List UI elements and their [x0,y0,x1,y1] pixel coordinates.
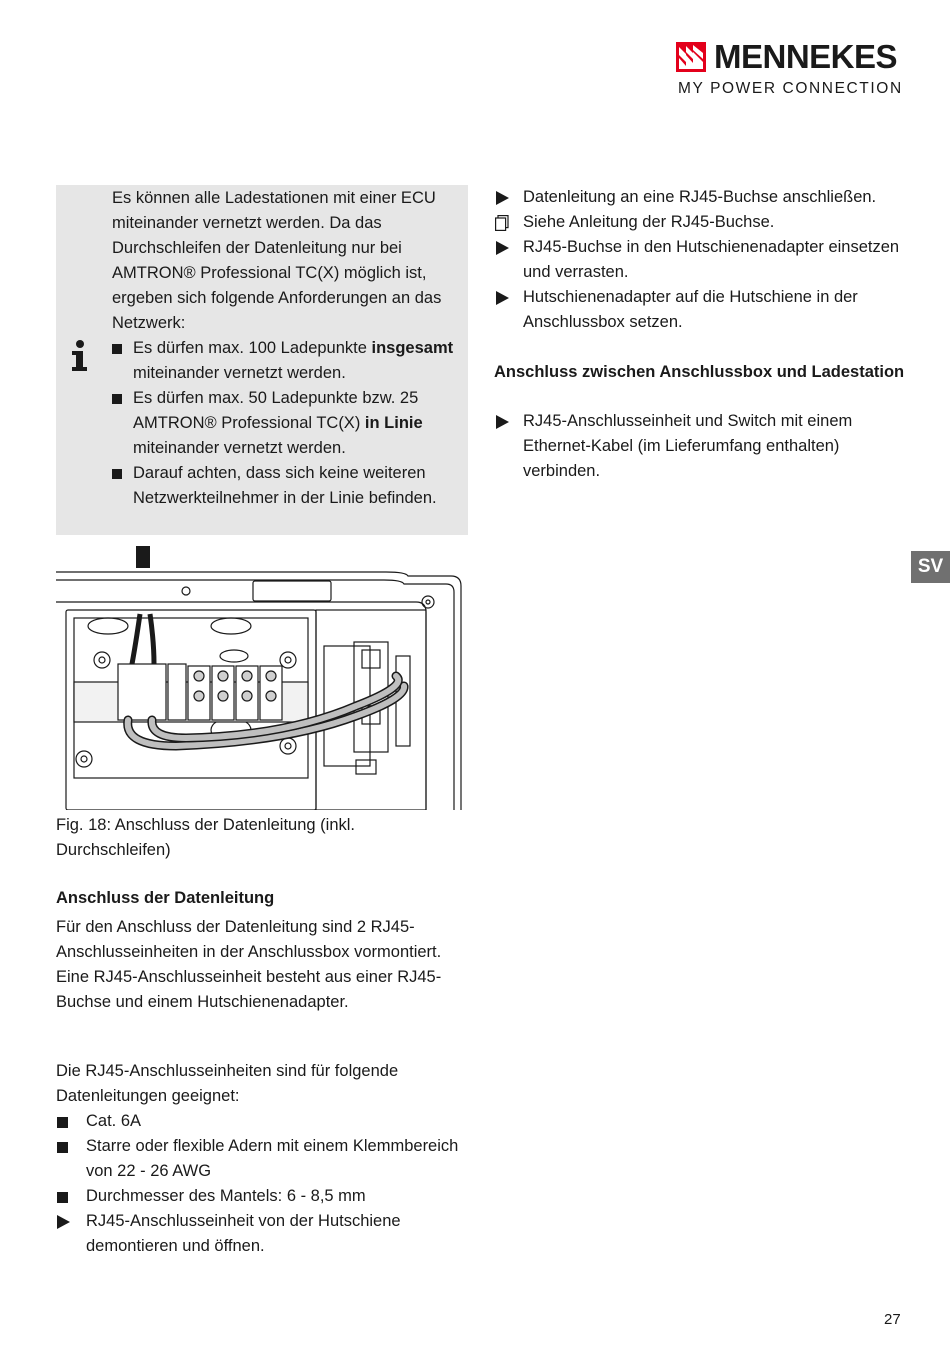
page-number: 27 [884,1311,901,1328]
note-intro: Es können alle Ladestationen mit einer ECU miteinander vernetzt werden. Da das Durchschleifen der Datenleitung nur bei AMTRON® Professional TC(X) möglich ist, ergeben sich folgende Anforderungen an das Netzwerk: [112,189,442,332]
note-list [112,336,464,511]
item-text: Darauf achten, dass sich keine weiteren Netzwerkteilnehmer in der Linie befinden. [133,464,437,507]
mennekes-logo [676,40,908,98]
action-steps-2 [494,409,914,484]
paragraph: Für den Anschluss der Datenleitung sind 2 RJ45-Anschlusseinheiten in der Anschlussbox vormontiert. Eine RJ45-Anschlusseinheit besteht aus einer RJ45-Buchse und einem Hutschienenadapter. [56,918,442,1011]
mennekes-logo-icon [676,42,706,72]
info-note [56,185,468,535]
list-item: Durchmesser des Mantels: 6 - 8,5 mm [56,1184,466,1209]
info-icon [70,340,90,372]
reference-step [494,210,914,235]
action-step [494,409,914,484]
right-column [494,185,914,335]
item-text: Es dürfen max. 50 Ladepunkte bzw. 25 AMTRON® Professional TC(X) [133,389,419,432]
step-text: RJ45-Anschlusseinheit und Switch mit einem Ethernet-Kabel (im Lieferumfang enthalten) verbinden. [523,412,853,480]
step-text: RJ45-Buchse in den Hutschienenadapter einsetzen und verrasten. [523,238,900,281]
action-steps [494,185,914,335]
step-text: Siehe Anleitung der RJ45-Buchse. [523,213,775,231]
brand-tagline: MY POWER CONNECTION [678,80,903,97]
action-step [494,285,914,335]
list-item [112,336,464,386]
figure-caption: Fig. 18: Anschluss der Datenleitung (inkl. Durchschleifen) [56,816,355,859]
connection-box-illustration [56,546,466,810]
item-emphasis: in Linie [364,414,423,432]
action-step: RJ45-Anschlusseinheit von der Hutschiene demontieren und öffnen. [56,1209,466,1259]
item-text: miteinander vernetzt werden. [133,364,346,382]
item-text: miteinander vernetzt werden. [133,439,346,457]
action-step [494,185,914,210]
language-tab: SV [911,551,950,583]
action-step [494,235,914,285]
document-reference-icon [495,215,509,231]
note-content [112,186,464,511]
list-item: Starre oder flexible Adern mit einem Klemmbereich von 22 - 26 AWG [56,1134,466,1184]
brand-name: MENNEKES [714,38,898,75]
paragraph: Die RJ45-Anschlusseinheiten sind für folgende Datenleitungen geeignet: [56,1062,399,1105]
list-item: Cat. 6A [56,1109,466,1134]
step-text: Datenleitung an eine RJ45-Buchse anschließen. [523,188,877,206]
section-heading-anschlussbox: Anschluss zwischen Anschlussbox und Ladestation [494,363,905,381]
item-emphasis: insgesamt [371,339,454,357]
list-item [112,386,464,461]
step-text: Hutschienenadapter auf die Hutschiene in der Anschlussbox setzen. [523,288,858,331]
item-text: Es dürfen max. 100 Ladepunkte [133,339,372,357]
requirements-list [56,1109,466,1259]
section-heading-datenleitung: Anschluss der Datenleitung [56,889,275,907]
list-item [112,461,464,511]
